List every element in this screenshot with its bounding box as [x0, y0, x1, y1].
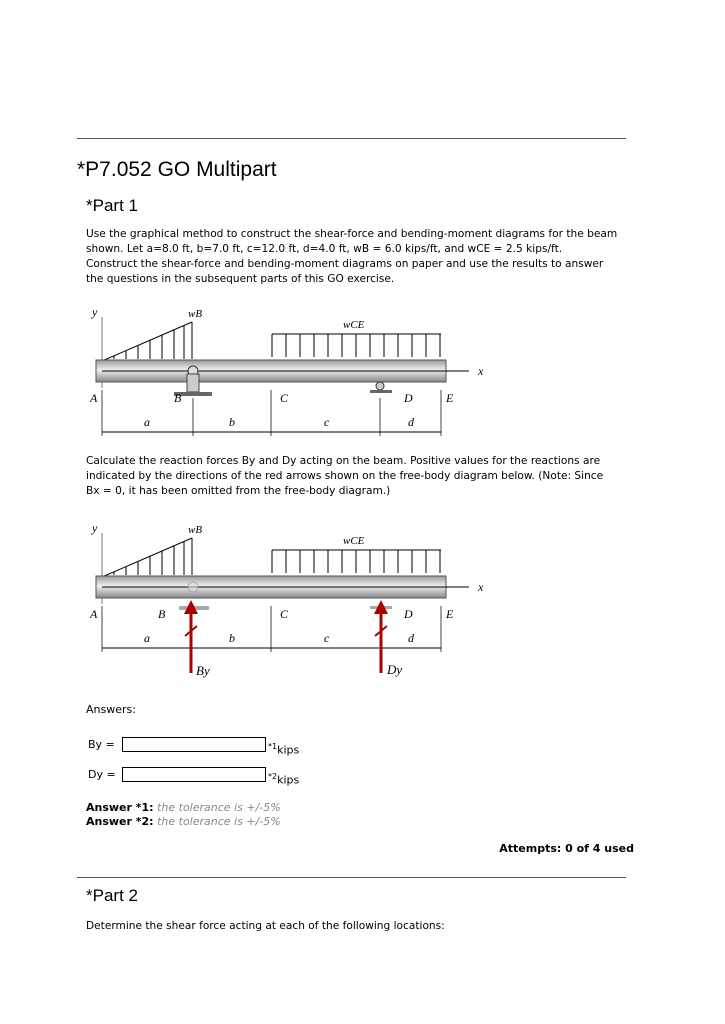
- free-body-diagram: [84, 518, 504, 683]
- part2-divider: [77, 877, 626, 878]
- y-axis-label-2: y: [92, 521, 98, 535]
- reaction-instructions: Calculate the reaction forces By and Dy acting on the beam. Positive values for the reactions are indicated by the directions of the red arrows shown on the free-body diagram below. (Note: Since Bx = 0, it has been omitted from the free-body diagram.): [86, 455, 604, 497]
- answers-label: Answers:: [86, 703, 136, 716]
- wCE-label: wCE: [343, 319, 365, 331]
- wB-label-2: wB: [188, 524, 203, 536]
- label-B: B: [174, 391, 182, 405]
- By-marker: *1: [268, 742, 278, 751]
- part2-text: Determine the shear force acting at each of the following locations:: [86, 920, 445, 932]
- label-C-2: C: [280, 607, 289, 621]
- dim-a-2: a: [144, 631, 150, 645]
- beam-diagram: [84, 302, 504, 442]
- page-title: *P7.052 GO Multipart: [77, 158, 277, 181]
- By-label: By: [196, 663, 210, 678]
- label-A-2: A: [90, 607, 98, 621]
- label-E-2: E: [446, 607, 454, 621]
- By-field-label: By =: [88, 738, 115, 751]
- wB-label: wB: [188, 308, 203, 320]
- dim-b-2: b: [229, 631, 235, 645]
- Dy-label: Dy: [387, 662, 403, 677]
- tolerance-1: Answer *1: the tolerance is +/-5%: [86, 801, 281, 814]
- attempts-counter: Attempts: 0 of 4 used: [499, 842, 634, 855]
- label-D: D: [404, 391, 413, 405]
- By-input[interactable]: [122, 737, 266, 752]
- part1-intro: Use the graphical method to construct the shear-force and bending-moment diagrams for the beam shown. Let a=8.0 ft, b=7.0 ft, c=12.0 ft, d=4.0 ft, wB = 6.0 kips/ft, and wCE = 2.5 kips/ft. Construct the shear-force and bending-moment diagrams on paper and use the results to answer the questions in the subsequent parts of this GO exercise.: [86, 228, 618, 285]
- part1-heading: *Part 1: [86, 196, 138, 215]
- dim-d-2: d: [408, 631, 414, 645]
- Dy-units: $^{*2}$kips: [268, 772, 300, 787]
- label-A: A: [90, 391, 98, 405]
- dim-a: a: [144, 415, 150, 429]
- label-C: C: [280, 391, 289, 405]
- y-axis-label: y: [92, 305, 98, 319]
- x-axis-label-2: x: [478, 580, 484, 594]
- label-E: E: [446, 391, 454, 405]
- label-B-2: B: [158, 607, 166, 621]
- Dy-field-label: Dy =: [88, 768, 116, 781]
- part2-heading: *Part 2: [86, 886, 138, 905]
- Dy-input[interactable]: [122, 767, 266, 782]
- x-axis-label: x: [478, 364, 484, 378]
- dim-d: d: [408, 415, 414, 429]
- Dy-marker: *2: [268, 772, 278, 781]
- By-units: $^{*1}$kips: [268, 742, 300, 757]
- wCE-label-2: wCE: [343, 535, 365, 547]
- dim-b: b: [229, 415, 235, 429]
- tolerance-2: Answer *2: the tolerance is +/-5%: [86, 815, 281, 828]
- top-divider: [77, 138, 626, 139]
- dim-c-2: c: [324, 631, 330, 645]
- label-D-2: D: [404, 607, 413, 621]
- Dy-reaction-arrow: [374, 600, 388, 673]
- dim-c: c: [324, 415, 330, 429]
